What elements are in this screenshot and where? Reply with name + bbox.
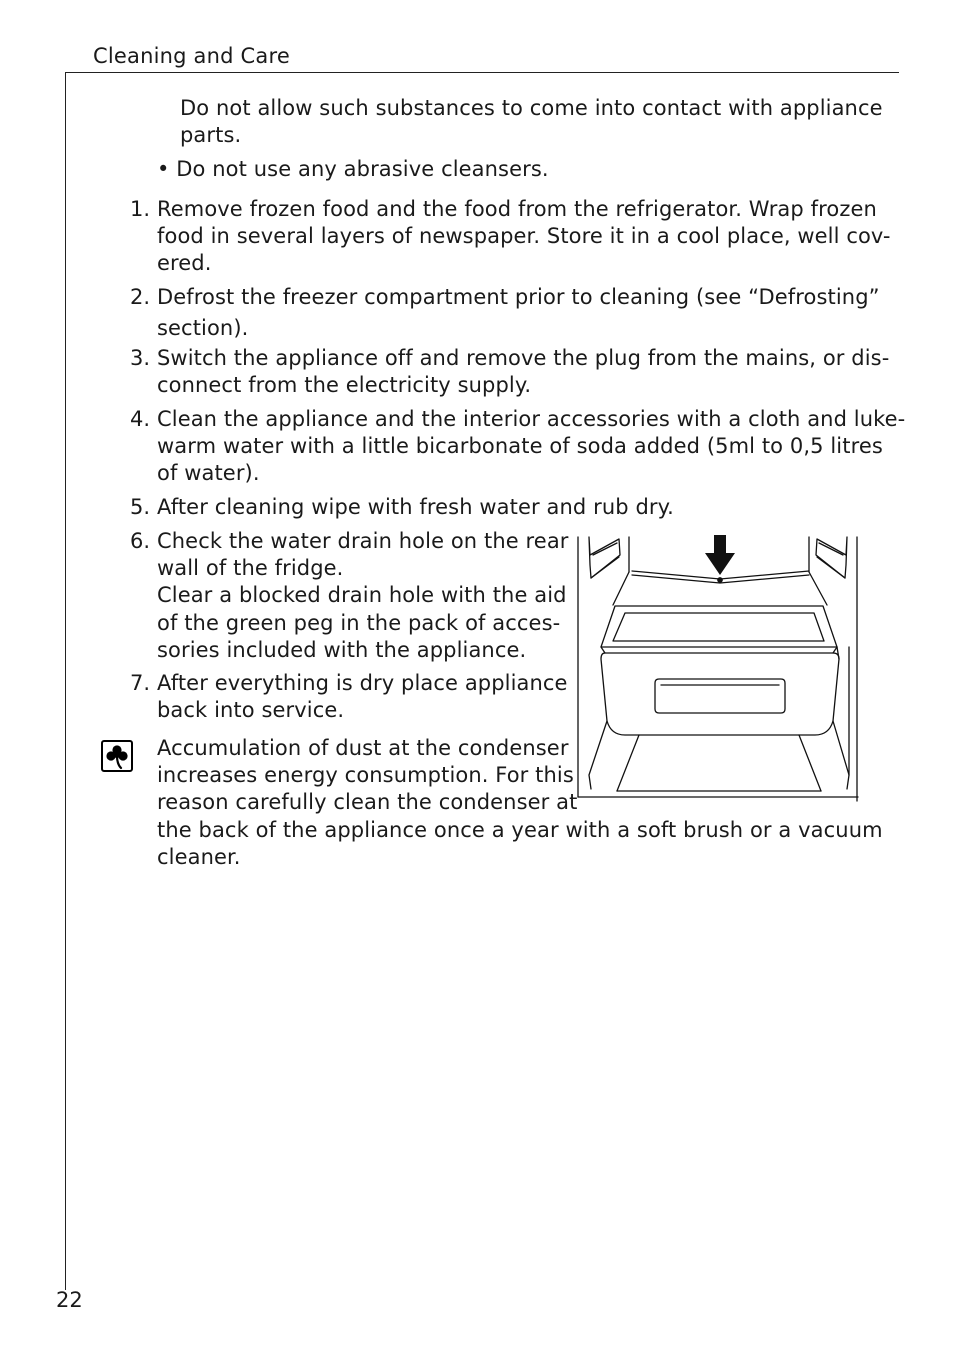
step-number: 3.	[129, 346, 150, 370]
step-number: 6.	[129, 529, 150, 553]
text-line: Do not allow such substances to come into contact with appliance	[180, 96, 883, 120]
text-line: increases energy consumption. For this	[157, 763, 574, 788]
text-line: ered.	[157, 251, 212, 276]
step-number: 7.	[129, 671, 150, 695]
text-line: Clean the appliance and the interior accessories with a cloth and luke-	[157, 407, 906, 431]
step-number: 4.	[129, 407, 150, 431]
text-line: Clear a blocked drain hole with the aid	[157, 583, 567, 608]
text-line: warm water with a little bicarbonate of soda added (5ml to 0,5 litres	[157, 434, 883, 459]
text-line: of the green peg in the pack of acces-	[157, 610, 561, 635]
text-line: Accumulation of dust at the condenser	[157, 736, 569, 760]
text-line: After everything is dry place appliance	[157, 671, 568, 695]
text-line: food in several layers of newspaper. Store it in a cool place, well cov-	[157, 224, 891, 249]
text-line: back into service.	[157, 698, 345, 723]
shamrock-icon	[101, 740, 133, 772]
margin-rule	[65, 72, 66, 1290]
text-line: sories included with the appliance.	[157, 637, 527, 662]
text-line: section).	[157, 316, 249, 341]
bullet-item	[157, 156, 549, 183]
text-line: Remove frozen food and the food from the refrigerator. Wrap frozen	[157, 197, 877, 221]
step-number: 5.	[129, 495, 150, 519]
text-line: cleaner.	[157, 844, 241, 869]
page-number: 22	[56, 1288, 83, 1312]
text-line: Defrost the freezer compartment prior to cleaning (see “Defrosting”	[157, 285, 880, 309]
bullet-marker: •	[157, 157, 170, 181]
step-number: 1.	[129, 197, 150, 221]
text-line: After cleaning wipe with fresh water and rub dry.	[157, 495, 674, 519]
text-line: Switch the appliance off and remove the plug from the mains, or dis-	[157, 346, 890, 370]
step-number: 2.	[129, 285, 150, 309]
text-line: of water).	[157, 461, 260, 486]
header-rule	[65, 72, 899, 73]
text-line: the back of the appliance once a year with a soft brush or a vacuum	[157, 817, 883, 842]
bullet-text: Do not use any abrasive cleansers.	[176, 157, 549, 181]
section-title: Cleaning and Care	[93, 44, 290, 68]
fridge-drain-illustration	[577, 535, 860, 803]
text-line: parts.	[180, 123, 242, 148]
text-line: Check the water drain hole on the rear	[157, 529, 569, 553]
text-line: reason carefully clean the condenser at	[157, 790, 578, 815]
text-line: wall of the fridge.	[157, 556, 344, 581]
intro-paragraph	[180, 95, 883, 149]
text-line: connect from the electricity supply.	[157, 373, 532, 398]
